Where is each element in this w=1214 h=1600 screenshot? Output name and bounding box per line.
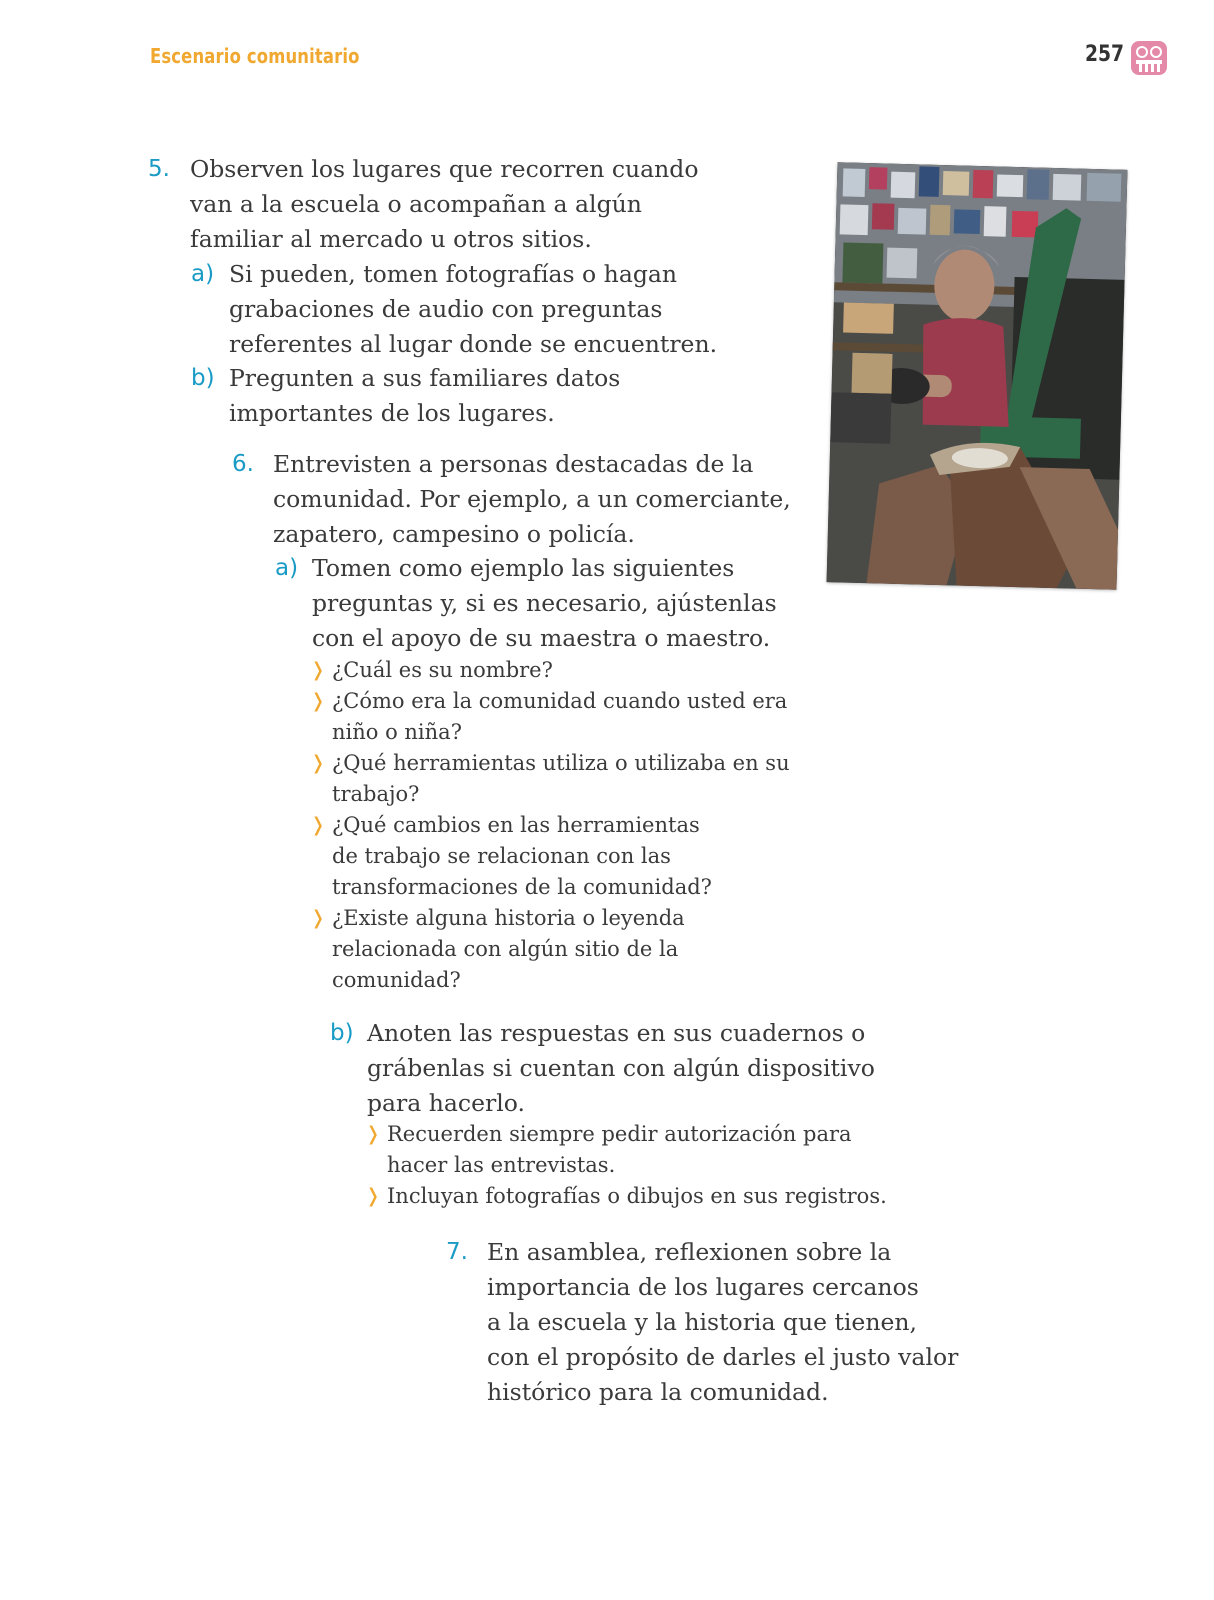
chevron-right-icon: ❭ — [310, 907, 326, 929]
chevron-right-icon: ❭ — [310, 659, 326, 681]
page-number: 257 — [1085, 42, 1125, 67]
item-7-number: 7. — [446, 1239, 468, 1265]
item-7-text — [487, 1235, 958, 1410]
item-6-number: 6. — [232, 451, 254, 477]
question-line: transformaciones de la comunidad? — [332, 875, 712, 899]
question-line: ¿Cuál es su nombre? — [332, 658, 553, 682]
item-6b-line: para hacerlo. — [367, 1089, 525, 1117]
section-title: Escenario comunitario — [150, 44, 360, 68]
shoemaker-photo — [827, 162, 1128, 589]
item-7-line: En asamblea, reflexionen sobre la — [487, 1238, 892, 1266]
question-line: ¿Existe alguna historia o leyenda — [332, 906, 685, 930]
chevron-right-icon: ❭ — [310, 752, 326, 774]
list-item — [310, 655, 790, 686]
question-line: trabajo? — [332, 782, 420, 806]
item-7-line: con el propósito de darles el justo valor — [487, 1343, 959, 1371]
item-6b-text — [367, 1016, 875, 1121]
item-5b-text — [229, 361, 620, 431]
item-6a-text — [312, 551, 777, 656]
question-line: de trabajo se relacionan con las — [332, 844, 671, 868]
list-item — [310, 686, 790, 748]
note-line: Incluyan fotografías o dibujos en sus registros. — [387, 1184, 887, 1208]
item-5a-line: grabaciones de audio con preguntas — [229, 295, 663, 323]
question-line: ¿Qué cambios en las herramientas — [332, 813, 700, 837]
note-line: Recuerden siempre pedir autorización para — [387, 1122, 852, 1146]
glyph-logo-icon — [1130, 40, 1168, 76]
chevron-right-icon: ❭ — [310, 690, 326, 712]
chevron-right-icon: ❭ — [365, 1123, 381, 1145]
interview-questions-list — [310, 655, 790, 996]
list-item — [365, 1119, 887, 1181]
item-5a-text — [229, 257, 717, 362]
item-5-number: 5. — [148, 156, 170, 182]
list-item — [365, 1181, 887, 1212]
item-6a-line: Tomen como ejemplo las siguientes — [312, 554, 735, 582]
question-line: comunidad? — [332, 968, 461, 992]
list-item — [310, 903, 790, 996]
item-6-line: zapatero, campesino o policía. — [273, 520, 635, 548]
item-6b-line: Anoten las respuestas en sus cuadernos o — [367, 1019, 866, 1047]
item-5b-line: Pregunten a sus familiares datos — [229, 364, 621, 392]
item-7-line: a la escuela y la historia que tienen, — [487, 1308, 917, 1336]
chevron-right-icon: ❭ — [310, 814, 326, 836]
list-item — [310, 748, 790, 810]
question-line: ¿Cómo era la comunidad cuando usted era — [332, 689, 788, 713]
notes-list — [365, 1119, 887, 1212]
photo-image — [827, 162, 1128, 589]
item-5-text — [190, 152, 699, 257]
item-6a-line: con el apoyo de su maestra o maestro. — [312, 624, 771, 652]
question-line: relacionada con algún sitio de la — [332, 937, 679, 961]
item-7-line: importancia de los lugares cercanos — [487, 1273, 919, 1301]
item-5a-line: Si pueden, tomen fotografías o hagan — [229, 260, 678, 288]
item-6a-label: a) — [275, 555, 299, 581]
note-line: hacer las entrevistas. — [387, 1153, 616, 1177]
item-5b-line: importantes de los lugares. — [229, 399, 555, 427]
list-item — [310, 810, 790, 903]
item-6a-line: preguntas y, si es necesario, ajústenlas — [312, 589, 777, 617]
chevron-right-icon: ❭ — [365, 1185, 381, 1207]
item-5a-label: a) — [191, 261, 215, 287]
item-6-line: comunidad. Por ejemplo, a un comerciante, — [273, 485, 791, 513]
item-5-line: Observen los lugares que recorren cuando — [190, 155, 699, 183]
item-7-line: histórico para la comunidad. — [487, 1378, 829, 1406]
question-line: ¿Qué herramientas utiliza o utilizaba en su — [332, 751, 790, 775]
question-line: niño o niña? — [332, 720, 462, 744]
item-6b-line: grábenlas si cuentan con algún dispositivo — [367, 1054, 875, 1082]
item-5b-label: b) — [191, 365, 215, 391]
item-6-line: Entrevisten a personas destacadas de la — [273, 450, 754, 478]
item-5-line: van a la escuela o acompañan a algún — [190, 190, 642, 218]
item-6b-label: b) — [330, 1020, 354, 1046]
item-6-text — [273, 447, 791, 552]
item-5-line: familiar al mercado u otros sitios. — [190, 225, 592, 253]
item-5a-line: referentes al lugar donde se encuentren. — [229, 330, 718, 358]
